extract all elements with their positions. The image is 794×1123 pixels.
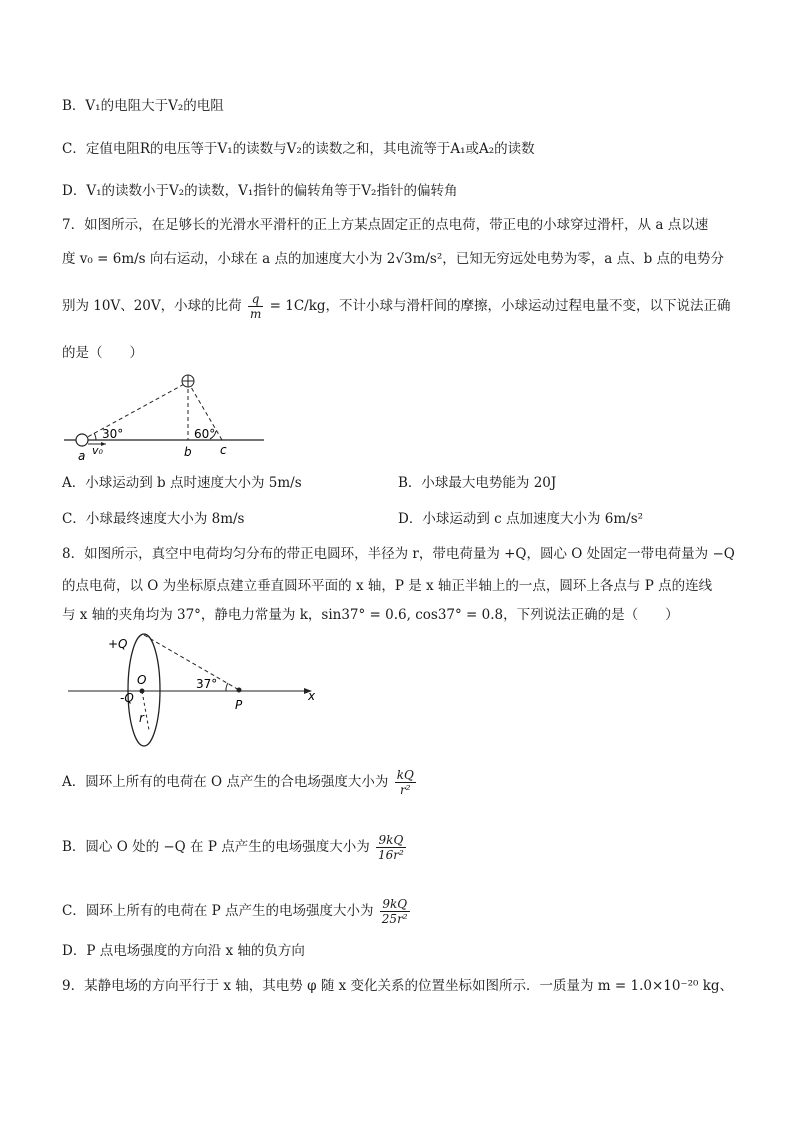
q7-stem-line4: 的是（ ） (62, 345, 143, 361)
q8-option-d: D．P 点电场强度的方向沿 x 轴的负方向 (62, 943, 305, 959)
q8a-frac-den: r² (399, 783, 411, 797)
q6-option-d: D．V₁的读数小于V₂的读数，V₁指针的偏转角等于V₂指针的偏转角 (62, 183, 458, 199)
q7-option-c: C．小球最终速度大小为 8m/s (62, 511, 245, 527)
q7-dashed-a (82, 382, 188, 440)
q8-figure (62, 632, 332, 754)
q8-label-minusQ: -Q (120, 691, 134, 705)
q8-option-b-fraction (376, 833, 406, 862)
q7-angle-a-label: 30° (102, 427, 124, 441)
q8-option-c (62, 897, 412, 926)
q8-label-plusQ: +Q (108, 637, 128, 651)
q8-option-c-fraction (380, 897, 410, 926)
q6-option-c: C．定值电阻R的电压等于V₁的读数与V₂的读数之和，其电流等于A₁或A₂的读数 (62, 141, 535, 157)
q9-stem-line1: 9．某静电场的方向平行于 x 轴，其电势 φ 随 x 变化关系的位置坐标如图所示．一质量为 m = 1.0×10⁻²⁰ kg、 (62, 978, 734, 994)
q8-option-b (62, 833, 408, 862)
q7-stem-line3a: 别为 10V、20V，小球的比荷 (62, 298, 242, 314)
q8c-frac-den: 25r² (381, 912, 408, 926)
q7-label-a: a (78, 449, 86, 462)
q7-angle-c-label: 60° (194, 427, 216, 441)
q7-option-d: D．小球运动到 c 点加速度大小为 6m/s² (398, 511, 644, 527)
q8b-frac-num: 9kQ (376, 833, 406, 848)
q8-label-x: x (308, 689, 316, 703)
q8-stem-line3: 与 x 轴的夹角均为 37°，静电力常量为 k，sin37° = 0.6, cos37° = 0.8，下列说法正确的是（ ） (62, 607, 679, 623)
q8-angle-arc (226, 683, 228, 691)
q8c-frac-num: 9kQ (380, 897, 410, 912)
q8-option-a-fraction (395, 768, 416, 797)
q7-angle-arc-a (94, 433, 96, 440)
q7-ball (76, 434, 88, 446)
q8-stem-line1: 8．如图所示，真空中电荷均匀分布的带正电圆环，半径为 r，带电荷量为 +Q，圆心 O 处固定一带电荷量为 −Q (62, 546, 735, 562)
q8-label-r: r (139, 711, 144, 725)
q8a-frac-num: kQ (396, 768, 414, 782)
q7-stem-line2: 度 v₀ = 6m/s 向右运动，小球在 a 点的加速度大小为 2√3m/s²，已知无穷远处电势为零，a 点、b 点的电势分 (62, 251, 725, 267)
q7-stem-line1: 7．如图所示，在足够长的光滑水平滑杆的正上方某点固定正的点电荷，带正电的小球穿过滑杆，从 a 点以速 (62, 217, 709, 233)
q8b-frac-den: 16r² (378, 848, 404, 862)
q8-option-a-text: A．圆环上所有的电荷在 O 点产生的合电场强度大小为 (62, 774, 389, 790)
q7-frac-num: q (248, 292, 263, 307)
q7-label-b: b (184, 445, 192, 459)
q8-label-P: P (235, 698, 243, 712)
q6-option-b: B．V₁的电阻大于V₂的电阻 (62, 98, 224, 114)
q7-stem-line3b: = 1C/kg，不计小球与滑杆间的摩擦，小球运动过程电量不变，以下说法正确 (269, 298, 731, 314)
q7-figure (62, 370, 272, 462)
q7-charge-ratio-fraction (248, 292, 263, 321)
q8-option-b-text: B．圆心 O 处的 −Q 在 P 点产生的电场强度大小为 (62, 839, 370, 855)
q7-stem-line3 (62, 292, 731, 321)
q7-label-c: c (220, 443, 227, 457)
q8-option-a (62, 768, 418, 797)
q8-option-c-text: C．圆环上所有的电荷在 P 点产生的电场强度大小为 (62, 903, 374, 919)
q8-point-p (237, 688, 242, 693)
q7-option-b: B．小球最大电势能为 20J (398, 475, 557, 491)
q7-frac-den: m (249, 307, 262, 321)
q8-label-angle: 37° (196, 677, 218, 691)
q7-option-a: A．小球运动到 b 点时速度大小为 5m/s (62, 475, 302, 491)
q8-label-O: O (137, 673, 147, 687)
q7-label-v0: v₀ (92, 444, 103, 457)
q8-stem-line2: 的点电荷，以 O 为坐标原点建立垂直圆环平面的 x 轴，P 是 x 轴正半轴上的一点，圆环上各点与 P 点的连线 (62, 578, 713, 594)
q8-center-charge (140, 689, 145, 694)
